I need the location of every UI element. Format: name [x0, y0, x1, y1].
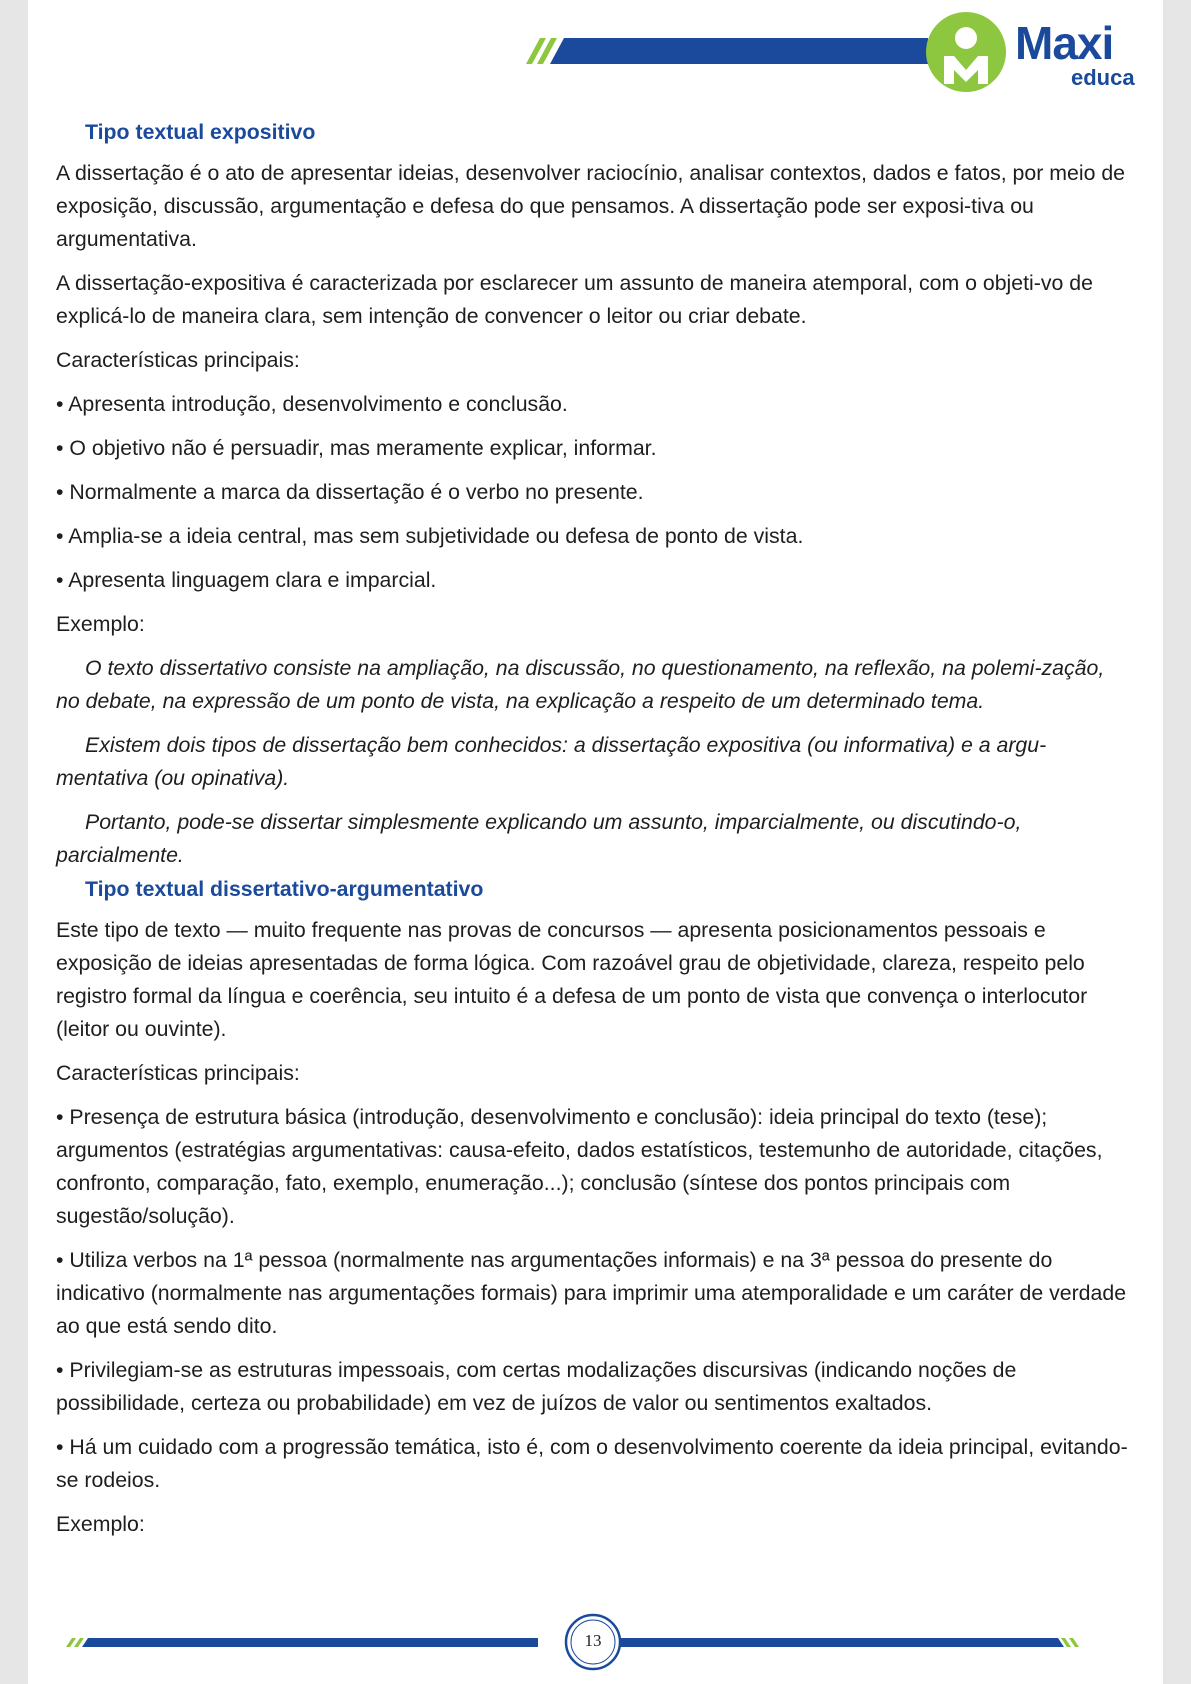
bullet-item: • Amplia-se a ideia central, mas sem subjetividade ou defesa de ponto de vista.	[56, 524, 804, 548]
bullet-item: • Presença de estrutura básica (introdução, desenvolvimento e conclusão): ideia principal do texto (tese); argumentos (estratégias argumentativas: causa-efeito, dados estatísticos, testemunho de autoridade, citações, confronto, comparação, fato, exemplo, enumeração...); conclusão (síntese dos pontos principais com sugestão/solução).	[56, 1105, 1103, 1228]
bullet-item: • Utiliza verbos na 1ª pessoa (normalmente nas argumentações informais) e na 3ª pessoa do presente do indicativo (normalmente nas argumentações formais) para imprimir uma atemporalidade e um caráter de verdade ao que está sendo dito.	[56, 1248, 1127, 1338]
features-label: Características principais:	[56, 348, 300, 372]
bullet-item: • Há um cuidado com a progressão temática, isto é, com o desenvolvimento coerente da ideia principal, evitando-se rodeios.	[56, 1435, 1128, 1492]
document-body	[56, 116, 1131, 1552]
example-paragraph: O texto dissertativo consiste na ampliação, na discussão, no questionamento, na reflexão, na polemi-zação, no debate, na expressão de um ponto de vista, na explicação a respeito de um determinado tema.	[56, 656, 1105, 713]
example-label: Exemplo:	[56, 1512, 145, 1536]
bullet-item: • Normalmente a marca da dissertação é o verbo no presente.	[56, 480, 644, 504]
paragraph: A dissertação-expositiva é caracterizada por esclarecer um assunto de maneira atemporal, com o objeti-vo de explicá-lo de maneira clara, sem intenção de convencer o leitor ou criar debate.	[56, 271, 1093, 328]
example-label: Exemplo:	[56, 612, 145, 636]
section-title-expositivo: Tipo textual expositivo	[85, 120, 316, 144]
example-paragraph: Portanto, pode-se dissertar simplesmente explicando um assunto, imparcialmente, ou discutindo-o, parcialmente.	[56, 810, 1022, 867]
brand-name: Maxi	[1015, 17, 1114, 69]
bullet-item: • O objetivo não é persuadir, mas meramente explicar, informar.	[56, 436, 657, 460]
bullet-item: • Privilegiam-se as estruturas impessoais, com certas modalizações discursivas (indicando noções de possibilidade, certeza ou probabilidade) em vez de juízos de valor ou sentimentos exaltados.	[56, 1358, 1017, 1415]
bullet-item: • Apresenta linguagem clara e imparcial.	[56, 568, 437, 592]
section-title-dissertativo-argumentativo: Tipo textual dissertativo-argumentativo	[85, 877, 484, 901]
bullet-item: • Apresenta introdução, desenvolvimento e conclusão.	[56, 392, 568, 416]
page	[28, 0, 1163, 1684]
example-paragraph: Existem dois tipos de dissertação bem conhecidos: a dissertação expositiva (ou informativa) e a argu-mentativa (ou opinativa).	[56, 733, 1047, 790]
features-label: Características principais:	[56, 1061, 300, 1085]
page-number: 13	[584, 1631, 602, 1650]
paragraph: A dissertação é o ato de apresentar ideias, desenvolver raciocínio, analisar contextos, dados e fatos, por meio de exposição, discussão, argumentação e defesa do que pensamos. A dissertação pode ser exposi-tiva ou argumentativa.	[56, 161, 1126, 251]
paragraph: Este tipo de texto — muito frequente nas provas de concursos — apresenta posicionamentos pessoais e exposição de ideias apresentadas de forma lógica. Com razoável grau de objetividade, clareza, respeito pelo registro formal da língua e coerência, seu intuito é a defesa de um ponto de vista que convença o interlocutor (leitor ou ouvinte).	[56, 918, 1088, 1041]
brand-subtitle: educa	[1071, 65, 1135, 90]
